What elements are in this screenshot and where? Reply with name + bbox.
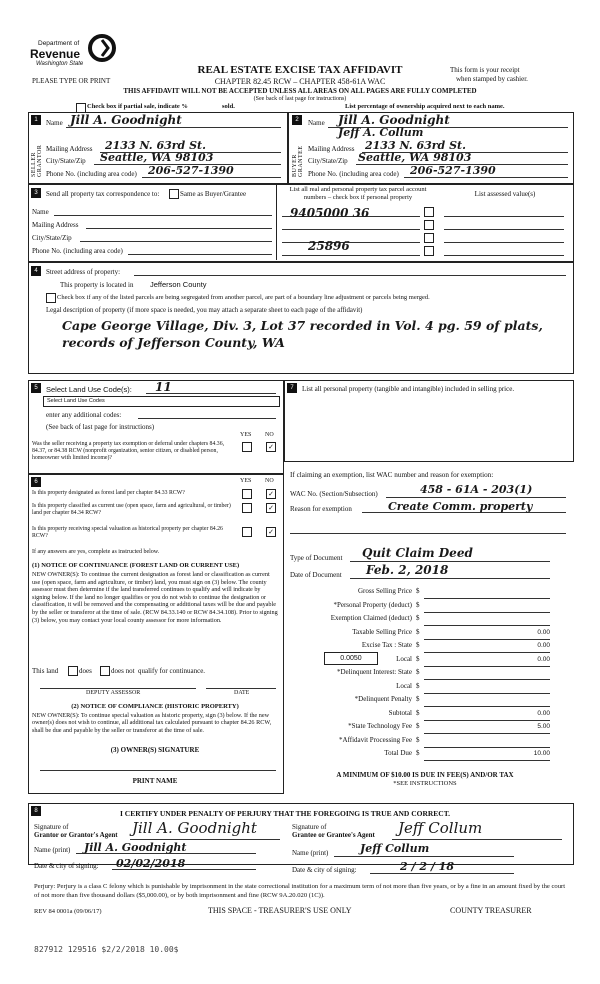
buyer-side-label: BUYER GRANTEE [292,145,304,177]
corr-mailing-label: Mailing Address [32,221,79,229]
fee-dollar-sign: $ [416,641,420,649]
county-treasurer: COUNTY TREASURER [450,906,532,915]
fee-dollar-sign: $ [416,627,420,636]
buyer-phone[interactable]: 206-527-1390 [410,164,496,177]
exemption-reason[interactable]: Create Comm. property [388,500,533,513]
section-7-number: 7 [287,383,297,393]
seller-name-label: Name [46,119,63,127]
fee-dollar-sign: $ [416,681,420,690]
section-3-number: 3 [31,188,41,198]
reason-label: Reason for exemption [290,505,352,513]
buyer-mailing-label: Mailing Address [308,145,355,153]
fee-value-personal[interactable] [424,599,550,613]
treasurer-space: THIS SPACE - TREASURER'S USE ONLY [208,906,352,915]
fee-value-taxable[interactable]: 0.00 [424,626,550,640]
qualify-label: qualify for continuance. [138,667,206,675]
fee-dollar-sign: $ [416,695,420,703]
parcel-3-checkbox[interactable] [424,233,434,243]
form-notice: THIS AFFIDAVIT WILL NOT BE ACCEPTED UNLESS ALL AREAS ON ALL PAGES ARE FULLY COMPLETED [123,87,477,95]
send-to-label: Send all property tax correspondence to: [46,190,160,198]
same-as-buyer-checkbox[interactable] [169,189,179,199]
doc-date[interactable]: Feb. 2, 2018 [366,563,449,577]
segregated-label: Check box if any of the listed parcels are being segregated from another parcel, are part of a boundary line adjustment or parcels being merged. [57,294,430,301]
receipt-line2: when stamped by cashier. [456,75,528,83]
receipt-line1: This form is your receipt [450,66,520,74]
fee-dollar-sign: $ [416,749,420,757]
fee-value-excise-state[interactable]: 0.00 [424,639,550,653]
fee-label-total: Total Due [384,749,412,757]
grantor-date[interactable]: 02/02/2018 [116,857,186,870]
fee-label-excise-state: Excise Tax : State [361,641,412,649]
land-use-q1-yes[interactable] [242,442,252,452]
section-6-number: 6 [31,477,41,487]
land-use-yes: YES [240,432,252,438]
fee-value-affidavit[interactable] [424,734,550,748]
seller-phone[interactable]: 206-527-1390 [148,164,234,177]
corr-city-label: City/State/Zip [32,234,72,242]
partial-sale-label: Check box if partial sale, indicate % [87,103,188,110]
land-use-no: NO [265,432,274,438]
ownership-label: List percentage of ownership acquired next to each name. [345,103,505,110]
grantee-name-print-label: Name (print) [292,849,329,857]
fee-label-gross: Gross Selling Price [357,587,412,595]
s6-yes: YES [240,478,252,484]
does-not-checkbox[interactable] [100,666,110,676]
doc-type[interactable]: Quit Claim Deed [362,546,473,560]
seller-side-label: SELLER GRANTOR [31,144,43,177]
seller-mailing-label: Mailing Address [46,145,93,153]
fee-dollar-sign: $ [416,654,420,663]
fee-dollar-sign: $ [416,735,420,744]
notice-2-body: NEW OWNER(S): To continue special valuation as historic property, sign (3) below. If the new owner(s) does not wish to continue, all additional tax calculated pursuant to chapter 84.26 RCW, shall be due and payable by the seller or transferor at the time of sale. [32,712,272,734]
seller-city[interactable]: Seattle, WA 98103 [100,151,214,164]
s6-q2: Is this property classified as current use (open space, farm and agricultural, or timber) land per chapter 84.34 RCW? [32,503,231,516]
fee-label-delinq-penalty: *Delinquent Penalty [354,695,412,703]
s6-q2-yes[interactable] [242,503,252,513]
parcel-2[interactable]: 25896 [308,239,350,253]
form-rev: REV 84 0001a (09/06/17) [34,908,102,915]
see-instructions: *SEE INSTRUCTIONS [393,780,457,787]
notice-2-title: (2) NOTICE OF COMPLIANCE (HISTORIC PROPERTY) [71,703,239,710]
buyer-phone-label: Phone No. (including area code) [308,170,399,178]
street-label: Street address of property: [46,268,121,276]
fee-label-subtotal: Subtotal [388,708,412,717]
grantor-name-print-label: Name (print) [34,846,71,854]
parcel-1[interactable]: 9405000 36 [290,206,370,220]
deputy-assessor-label: DEPUTY ASSESSOR [86,690,141,696]
fee-label-delinq-int-state: *Delinquent Interest: State [336,668,412,676]
seller-name[interactable]: Jill A. Goodnight [70,113,182,127]
fee-value-gross[interactable] [424,585,550,599]
section-2-number: 2 [292,115,302,125]
does-label: does [79,667,92,675]
exemption-label: If claiming an exemption, list WAC number and reason for exemption: [290,471,494,479]
fee-dollar-sign: $ [416,600,420,609]
s6-q1-yes[interactable] [242,489,252,499]
fee-label-tech: *State Technology Fee [348,722,412,730]
s6-q3-yes[interactable] [242,527,252,537]
corr-phone-label: Phone No. (including area code) [32,247,123,255]
doc-date-label: Date of Document [290,571,342,579]
s6-q1-no[interactable]: ✓ [266,489,276,499]
s6-no: NO [265,478,274,484]
notice-1-title: (1) NOTICE OF CONTINUANCE (FOREST LAND OR CURRENT USE) [32,562,240,569]
parcel-1-checkbox[interactable] [424,207,434,217]
segregated-checkbox[interactable] [46,293,56,303]
s6-q1: Is this property designated as forest land per chapter 84.33 RCW? [32,490,185,496]
form-title: REAL ESTATE EXCISE TAX AFFIDAVIT [197,64,403,76]
legal-line-2[interactable]: records of Jefferson County, WA [62,335,285,350]
buyer-name-label: Name [308,119,325,127]
s6-q2-no[interactable]: ✓ [266,503,276,513]
county: Jefferson County [150,280,207,289]
corr-name-label: Name [32,208,49,216]
located-label: This property is located in [60,281,134,289]
wac-label: WAC No. (Section/Subsection) [290,490,378,498]
section-4-number: 4 [31,266,41,276]
s6-q3-no[interactable]: ✓ [266,527,276,537]
fee-value-delinq-int-local[interactable] [424,680,550,694]
seller-city-label: City/State/Zip [46,157,86,165]
buyer-city[interactable]: Seattle, WA 98103 [358,151,472,164]
cashier-stamp: 827912 129516 $2/2/2018 10.00$ [34,945,179,954]
revenue-logo [30,34,120,72]
grantee-signature[interactable]: Jeff Collum [398,819,483,837]
fee-label-exemption: Exemption Claimed (deduct) [330,614,412,622]
land-use-q1: Was the seller receiving a property tax exemption or deferral under chapters 84.36, 84.37, or 84.38 RCW (nonprofit organization, senior citizen, or disabled person, homeowner with limited income)? [32,441,225,461]
grantor-name-print[interactable]: Jill A. Goodnight [84,841,187,854]
additional-codes-label: enter any additional codes: [46,411,122,419]
land-use-q1-no[interactable]: ✓ [266,442,276,452]
wac-number[interactable]: 458 - 61A - 203(1) [420,483,533,496]
land-use-dropdown[interactable]: Select Land Use Codes [43,396,280,407]
section-8-number: 8 [31,806,41,816]
see-back: (See back of last page for instructions) [253,96,347,102]
fee-dollar-sign: $ [416,668,420,676]
fee-label-affidavit: *Affidavit Processing Fee [339,735,412,744]
grantee-sig-label-1: Signature of [292,823,327,831]
revenue-logo-icon [88,34,116,62]
date-label: DATE [234,690,250,696]
owner-sig-label: (3) OWNER(S) SIGNATURE [110,746,200,754]
personal-property-label: List all personal property (tangible and intangible) included in selling price. [302,385,515,393]
fee-dollar-sign: $ [416,614,420,622]
seller-mailing[interactable]: 2133 N. 63rd St. [105,139,206,152]
buyer-mailing[interactable]: 2133 N. 63rd St. [365,139,466,152]
perjury-notice: Perjury: Perjury is a class C felony which is punishable by imprisonment in the state correctional institution for a maximum term of not more than five years, or by a fine in an amount fixed by the court of not more than five thousand dollars ($5,000.00), or by both imprisonment and fine (RCW 9A.20.020 (1C)). [34,883,566,899]
grantor-sig-label-2: Grantor or Grantor's Agent [34,831,118,839]
buyer-city-label: City/State/Zip [308,157,348,165]
form-chapter: CHAPTER 82.45 RCW – CHAPTER 458-61A WAC [214,77,386,86]
s6-if-yes: If any answers are yes, complete as instructed below. [32,549,160,555]
fee-label-taxable: Taxable Selling Price [352,627,412,636]
parcel-2-checkbox[interactable] [424,220,434,230]
assessed-header: List assessed value(s) [474,190,536,198]
s6-q3: Is this property receiving special valuation as historical property per chapter 84.26 RCW? [32,526,223,539]
fee-value-subtotal[interactable]: 0.00 [424,707,550,721]
parcel-4-checkbox[interactable] [424,246,434,256]
local-rate[interactable]: 0.0050 [324,652,378,665]
land-use-code[interactable]: 11 [155,380,172,394]
fee-value-delinq-penalty[interactable] [424,693,550,707]
grantee-name-print[interactable]: Jeff Collum [360,842,430,855]
legal-label: Legal description of property (if more space is needed, you may attach a separate sheet to each page of the affidavit) [46,307,363,314]
grantor-sig-label-1: Signature of [34,823,69,831]
fee-value-exemption[interactable] [424,612,550,626]
doc-type-label: Type of Document [290,554,343,562]
fee-value-tech[interactable]: 5.00 [424,720,550,734]
please-type: PLEASE TYPE OR PRINT [32,77,111,85]
dept-state: Washington State [36,61,84,67]
grantee-date[interactable]: 2 / 2 / 18 [400,860,454,873]
fee-label-delinq-int-local: Local [396,681,412,690]
dept-revenue: Revenue [30,47,81,61]
legal-line-1[interactable]: Cape George Village, Div. 3, Lot 37 recorded in Vol. 4 pg. 59 of plats, [62,318,543,333]
seller-phone-label: Phone No. (including area code) [46,170,137,178]
fee-label-excise-local: Local [396,654,412,663]
same-as-buyer-label: Same as Buyer/Grantee [180,190,247,198]
notice-1-body: NEW OWNER(S): To continue the current designation as forest land or classification as current use (open space, farm and agriculture, or timber) land, you must sign on (3) below. The county assessor must then determine if the land transferred continues to qualify and will indicate by signing below. If the land no longer qualifies or you do not wish to continue the designation or classification, it will be removed and the compensating or additional taxes will be due and payable by the seller or transferor at the time of sale. (RCW 84.33.140 or RCW 84.34.108). Prior to signing (3) below, you may contact your local county assessor for more information. [32,571,278,624]
fee-dollar-sign: $ [416,708,420,717]
print-name-label: PRINT NAME [132,777,178,785]
does-checkbox[interactable] [68,666,78,676]
sold-label: sold. [222,103,235,110]
section-5-number: 5 [31,383,41,393]
parcel-header: List all real and personal property tax parcel account numbers – check box if personal property [289,186,427,201]
grantee-date-label: Date & city of signing: [292,866,357,874]
grantor-signature[interactable]: Jill A. Goodnight [132,819,257,837]
section-1-number: 1 [31,115,41,125]
land-use-see-back: (See back of last page for instructions) [46,423,155,431]
fee-label-personal: *Personal Property (deduct) [333,600,412,609]
this-land-label: This land [32,667,59,675]
grantee-sig-label-2: Grantee or Grantee's Agent [292,831,375,839]
minimum-notice: A MINIMUM OF $10.00 IS DUE IN FEE(S) AND/OR TAX [336,771,514,779]
buyer-name-1[interactable]: Jill A. Goodnight [338,113,450,127]
fee-dollar-sign: $ [416,587,420,595]
fee-dollar-sign: $ [416,722,420,730]
grantor-date-label: Date & city of signing: [34,862,99,870]
fees-table [290,585,560,760]
fee-value-total[interactable]: 10.00 [424,747,550,761]
land-use-label: Select Land Use Code(s): [46,385,132,394]
does-not-label: does not [111,667,135,675]
fee-value-excise-local[interactable]: 0.00 [424,653,550,667]
dept-of: Department of [38,40,80,47]
buyer-name-2[interactable]: Jeff A. Collum [338,126,424,139]
certify-text: I CERTIFY UNDER PENALTY OF PERJURY THAT THE FOREGOING IS TRUE AND CORRECT. [120,809,451,818]
fee-value-delinq-int-state[interactable] [424,666,550,680]
